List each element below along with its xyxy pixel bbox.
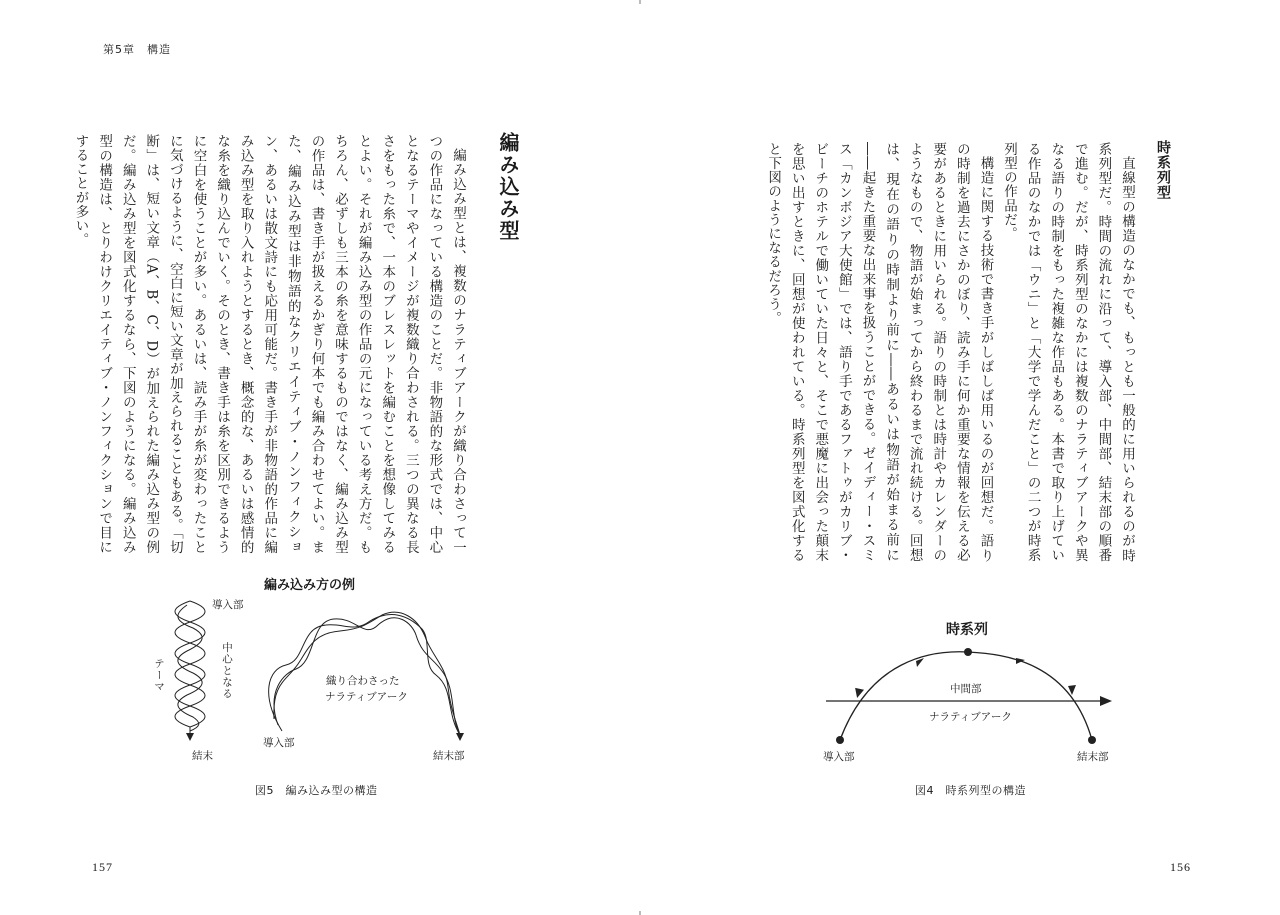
crop-mark-bottom <box>639 911 641 915</box>
figure-title: 時系列 <box>946 622 988 638</box>
running-head: 第5章 構造 <box>103 43 171 56</box>
arc-arrowhead <box>1016 658 1025 664</box>
figure-caption: 図5 編み込み型の構造 <box>255 784 378 797</box>
arc-line-arrowhead <box>1100 696 1112 706</box>
label-intro: 導入部 <box>823 751 855 763</box>
label-woven-line1: 織り合わさった <box>326 675 400 687</box>
body-text <box>72 134 469 554</box>
section-heading: 編み込み型 <box>496 132 520 242</box>
figure-title: 編み込み方の例 <box>264 578 356 593</box>
label-end: 結末部 <box>1077 751 1109 763</box>
paragraph: 構造に関する技術で書き手がしばしば用いるのが回想だ。語りの時制を過去にさかのぼり、読み手に何か重要な情報を伝える必要があるときに用いられる。語りの時制とは時計やカレンダーのようなもので、物語が始まってから終わるまで流れ続ける。回想は、現在の語りの時制より前に――あるいは物語が始まる前に――起きた重要な出来事を扱うことができる。ゼイディー・スミス「カンボジア大使館」では、語り手であるファトゥがカリブ・ビーチのホテルで働いていた日々と、そこで悪魔に出会った顛末を思い出すときに、回想が使われている。時系列型を図式化すると下図のようになるだろう。 <box>765 142 994 562</box>
label-end-left: 結末 <box>192 750 213 762</box>
figure-caption: 図4 時系列型の構造 <box>915 784 1026 797</box>
middle-dot <box>964 648 972 656</box>
crop-mark-top <box>639 0 641 4</box>
label-intro-top: 導入部 <box>212 599 244 611</box>
label-central: 中心となる <box>221 642 233 700</box>
paragraph: 直線型の構造のなかでも、もっとも一般的に用いられるのが時系列型だ。時間の流れに沿って、導入部、中間部、結末部の順番で進む。だが、時系列型のなかには複数のナラティブアークや異なる語りの時制をもった複雑な作品もある。本書で取り上げている作品のなかでは「ウニ」と「大学で学んだこと」の二つが時系列型の作品だ。 <box>1001 142 1135 562</box>
page-number: 157 <box>92 860 113 874</box>
label-intro-bottom: 導入部 <box>263 737 295 749</box>
theme-arrowhead <box>186 733 194 741</box>
theme-braid <box>175 601 205 735</box>
section-heading: 時系列型 <box>1155 140 1171 200</box>
label-theme: テーマ <box>153 658 165 693</box>
label-woven-line2: ナラティブアーク <box>325 691 408 703</box>
body-text <box>756 142 1138 562</box>
label-arc: ナラティブアーク <box>929 711 1012 723</box>
page-number: 156 <box>1170 860 1191 874</box>
label-middle: 中間部 <box>950 683 982 695</box>
braided-structure-diagram <box>160 595 480 770</box>
intro-dot <box>836 736 844 744</box>
arc-arrowhead <box>916 658 924 667</box>
paragraph: 編み込み型とは、複数のナラティブアークが織り合わさって一つの作品になっている構造のことだ。非物語的な形式では、中心となるテーマやイメージが複数織り合わされる。三つの異なる長さをもった糸で、一本のブレスレットを編むことを想像してみるとよい。それが編み込み型の作品の元になっている考え方だ。もちろん、必ずしも三本の糸を意味するものではなく、編み込み型の作品は、書き手が扱えるかぎり何本でも編み合わせてよい。また、編み込み型は非物語的なクリエイティブ・ノンフィクション、あるいは散文詩にも応用可能だ。書き手が非物語的作品に編み込み型を取り入れようとするとき、概念的な、あるいは感情的な糸を織り込んでいく。そのとき、書き手は糸を区別できるように空白を使うことが多い。あるいは、読み手が糸が変わったことに気づけるように、空白に短い文章が加えられることもある。「切断」は、短い文章（A、B、C、D）が加えられた編み込み型の例だ。編み込み型を図式化するなら、下図のようになる。編み込み型の構造は、とりわけクリエイティブ・ノンフィクションで目にすることが多い。 <box>72 134 466 554</box>
label-end-right: 結末部 <box>433 750 465 762</box>
woven-arrowhead <box>456 733 464 741</box>
end-dot <box>1088 736 1096 744</box>
